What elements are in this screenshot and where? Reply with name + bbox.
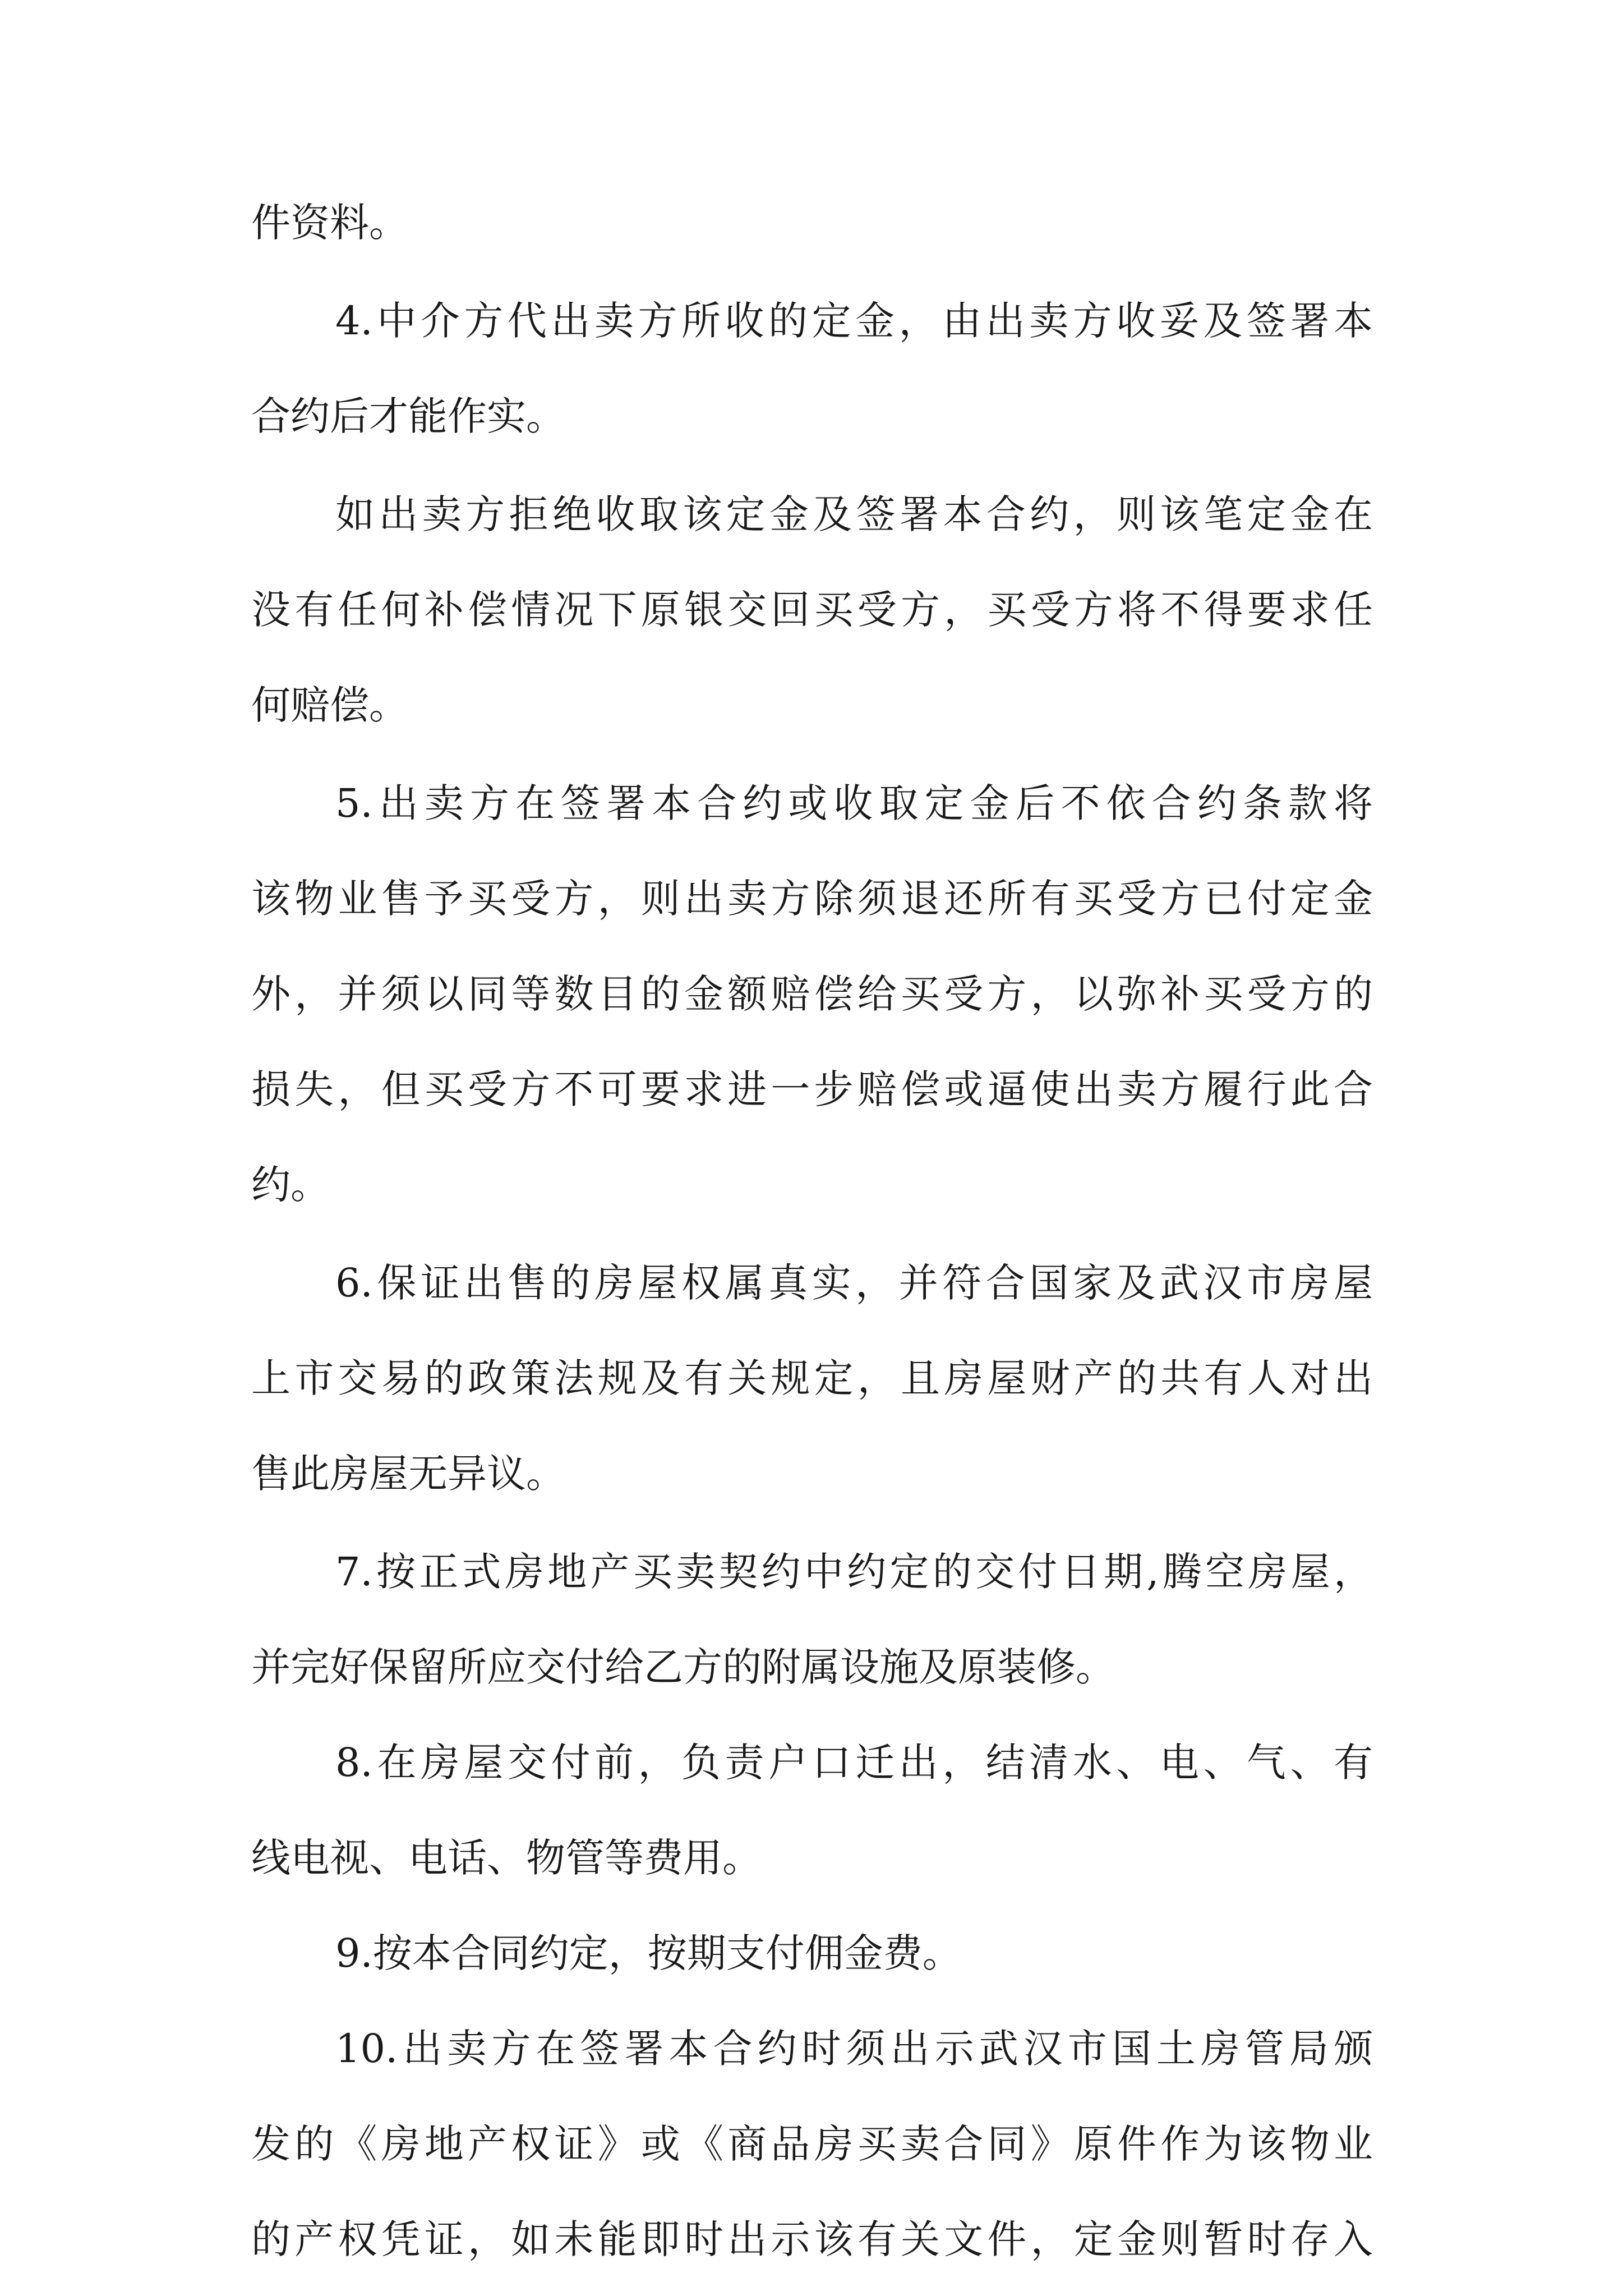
- text-line: 的产权凭证，如未能即时出示该有关文件，定金则暂时存入: [251, 2216, 1373, 2262]
- text-line: 合约后才能作实。: [251, 393, 565, 439]
- text-line: 售此房屋无异议。: [251, 1451, 565, 1497]
- clause-9-line: 9.按本合同约定，按期支付佣金费。: [335, 1930, 962, 1976]
- text-line: 上市交易的政策法规及有关规定，且房屋财产的共有人对出: [251, 1355, 1373, 1401]
- text-line: 何赔偿。: [251, 682, 408, 728]
- text-line: 线电视、电话、物管等费用。: [251, 1835, 762, 1881]
- text-line: 损失，但买受方不可要求进一步赔偿或逼使出卖方履行此合: [251, 1066, 1373, 1112]
- clause-5-line: 5.出卖方在签署本合约或收取定金后不依合约条款将: [335, 780, 1373, 826]
- text-line: 发的《房地产权证》或《商品房买卖合同》原件作为该物业: [251, 2121, 1373, 2167]
- clause-8-line: 8.在房屋交付前，负责户口迁出，结清水、电、气、有: [335, 1740, 1373, 1786]
- text-line: 约。: [251, 1162, 330, 1208]
- clause-10-line: 10.出卖方在签署本合约时须出示武汉市国土房管局颁: [335, 2026, 1373, 2072]
- text-line: 如出卖方拒绝收取该定金及签署本合约，则该笔定金在: [335, 491, 1373, 537]
- text-line: 该物业售予买受方，则出卖方除须退还所有买受方已付定金: [251, 876, 1373, 922]
- text-line: 没有任何补偿情况下原银交回买受方，买受方将不得要求任: [251, 587, 1373, 633]
- text-line: 并完好保留所应交付给乙方的附属设施及原装修。: [251, 1644, 1115, 1690]
- clause-6-line: 6.保证出售的房屋权属真实，并符合国家及武汉市房屋: [335, 1260, 1373, 1306]
- text-line: 外，并须以同等数目的金额赔偿给买受方，以弥补买受方的: [251, 971, 1373, 1017]
- clause-4-line: 4.中介方代出卖方所收的定金，由出卖方收妥及签署本: [335, 298, 1373, 344]
- clause-7-line: 7.按正式房地产买卖契约中约定的交付日期,腾空房屋，: [335, 1549, 1373, 1595]
- text-line: 件资料。: [251, 200, 408, 246]
